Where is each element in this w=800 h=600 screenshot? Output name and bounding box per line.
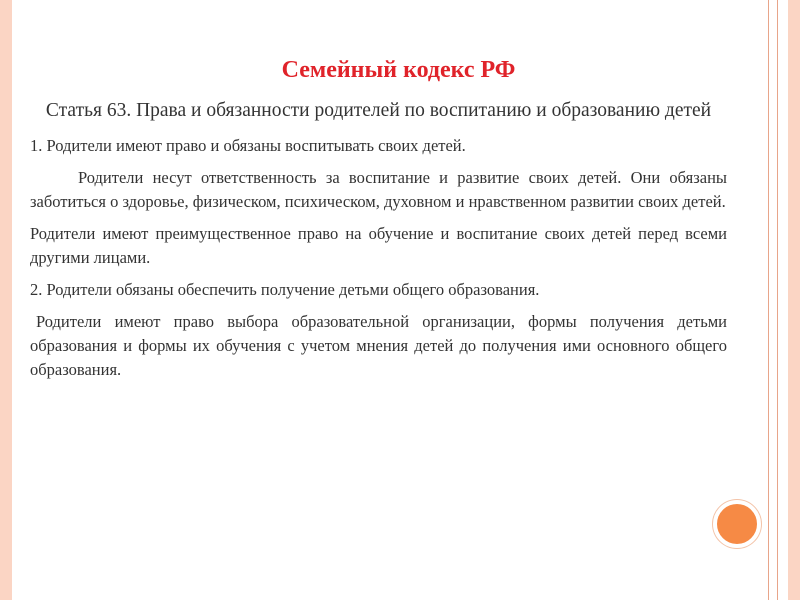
right-decorative-bar: [788, 0, 800, 600]
paragraph-1: 1. Родители имеют право и обязаны воспитывать своих детей.: [30, 136, 466, 155]
paragraph-5: Родители имеют право выбора образовательной организации, формы получения детьми образования и формы их обучения с учетом мнения детей до получения ими основного общего образования.: [30, 312, 727, 379]
paragraph-3: Родители имеют преимущественное право на обучение и воспитание своих детей перед всеми другими лицами.: [30, 224, 727, 267]
accent-circle-icon: [713, 500, 761, 548]
left-decorative-bar: [0, 0, 12, 600]
right-frame-lines: [768, 0, 778, 600]
slide-content: [30, 55, 727, 390]
paragraph-2: Родители несут ответственность за воспитание и развитие своих детей. Они обязаны заботиться о здоровье, физическом, психическом, духовном и нравственном развитии своих детей.: [30, 168, 727, 211]
article-heading: Статья 63. Права и обязанности родителей по воспитанию и образованию детей: [45, 100, 712, 121]
paragraph-4: 2. Родители обязаны обеспечить получение детьми общего образования.: [30, 280, 540, 299]
slide-title: Семейный кодекс РФ: [281, 57, 516, 83]
